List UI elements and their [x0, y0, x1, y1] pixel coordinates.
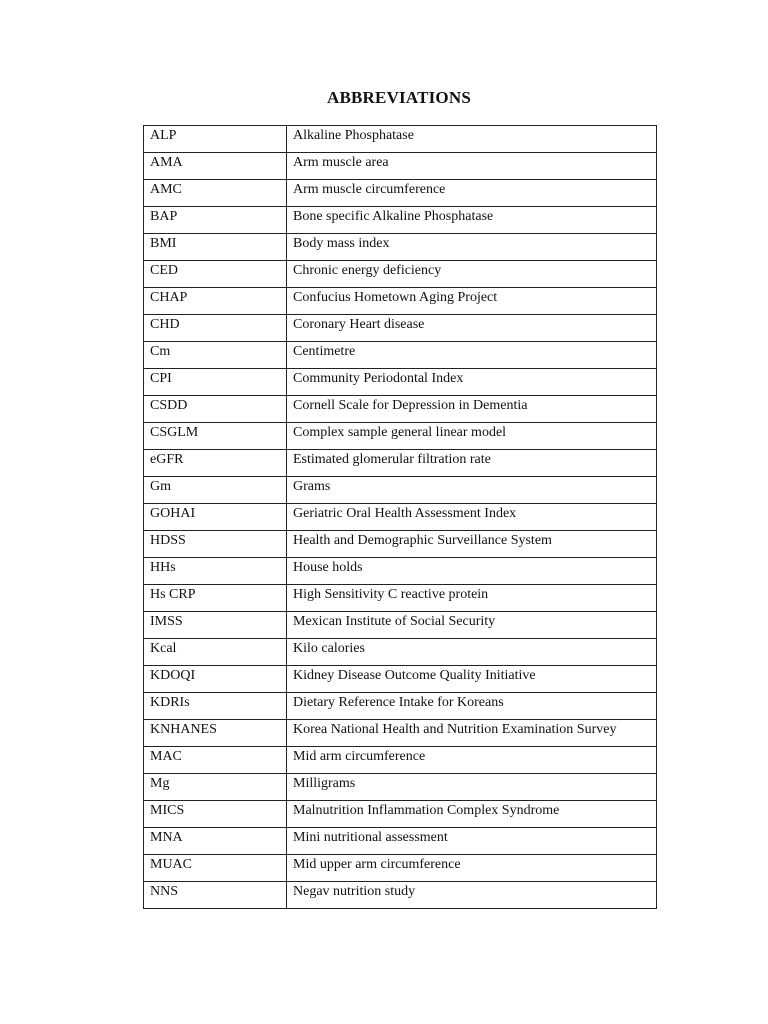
abbreviation-cell: ALP — [144, 126, 287, 153]
definition-cell: Arm muscle area — [287, 153, 657, 180]
table-row — [144, 693, 657, 720]
definition-cell: Coronary Heart disease — [287, 315, 657, 342]
abbreviation-cell: HDSS — [144, 531, 287, 558]
abbreviation-cell: KNHANES — [144, 720, 287, 747]
abbreviation-cell: MNA — [144, 828, 287, 855]
definition-cell: Alkaline Phosphatase — [287, 126, 657, 153]
table-row — [144, 261, 657, 288]
table-row — [144, 342, 657, 369]
table-row — [144, 720, 657, 747]
definition-cell: Health and Demographic Surveillance System — [287, 531, 657, 558]
abbreviation-cell: Gm — [144, 477, 287, 504]
table-row — [144, 882, 657, 909]
abbreviation-cell: Mg — [144, 774, 287, 801]
table-row — [144, 531, 657, 558]
abbreviation-cell: GOHAI — [144, 504, 287, 531]
abbreviation-cell: Kcal — [144, 639, 287, 666]
definition-cell: House holds — [287, 558, 657, 585]
table-row — [144, 423, 657, 450]
table-row — [144, 153, 657, 180]
table-row — [144, 396, 657, 423]
table-row — [144, 288, 657, 315]
definition-cell: Mid arm circumference — [287, 747, 657, 774]
definition-cell: Mid upper arm circumference — [287, 855, 657, 882]
table-row — [144, 747, 657, 774]
abbreviation-cell: CSGLM — [144, 423, 287, 450]
definition-cell: Cornell Scale for Depression in Dementia — [287, 396, 657, 423]
definition-cell: Malnutrition Inflammation Complex Syndrome — [287, 801, 657, 828]
table-row — [144, 666, 657, 693]
abbreviation-cell: AMC — [144, 180, 287, 207]
table-row — [144, 477, 657, 504]
page-title: ABBREVIATIONS — [327, 88, 471, 107]
abbreviation-cell: KDRIs — [144, 693, 287, 720]
abbreviation-cell: CED — [144, 261, 287, 288]
table-row — [144, 180, 657, 207]
abbreviation-cell: CHAP — [144, 288, 287, 315]
definition-cell: Grams — [287, 477, 657, 504]
definition-cell: Arm muscle circumference — [287, 180, 657, 207]
table-row — [144, 234, 657, 261]
definition-cell: Centimetre — [287, 342, 657, 369]
definition-cell: Community Periodontal Index — [287, 369, 657, 396]
definition-cell: Bone specific Alkaline Phosphatase — [287, 207, 657, 234]
abbreviation-cell: BMI — [144, 234, 287, 261]
abbreviation-cell: CSDD — [144, 396, 287, 423]
definition-cell: Negav nutrition study — [287, 882, 657, 909]
table-row — [144, 774, 657, 801]
abbreviation-cell: Hs CRP — [144, 585, 287, 612]
abbreviation-cell: MUAC — [144, 855, 287, 882]
abbreviation-cell: eGFR — [144, 450, 287, 477]
abbreviation-cell: BAP — [144, 207, 287, 234]
definition-cell: Dietary Reference Intake for Koreans — [287, 693, 657, 720]
abbreviation-cell: MICS — [144, 801, 287, 828]
table-row — [144, 801, 657, 828]
definition-cell: Milligrams — [287, 774, 657, 801]
table-row — [144, 639, 657, 666]
definition-cell: High Sensitivity C reactive protein — [287, 585, 657, 612]
table-row — [144, 315, 657, 342]
abbreviation-cell: NNS — [144, 882, 287, 909]
abbreviation-cell: MAC — [144, 747, 287, 774]
abbreviation-cell: HHs — [144, 558, 287, 585]
table-row — [144, 504, 657, 531]
table-row — [144, 585, 657, 612]
table-row — [144, 855, 657, 882]
definition-cell: Confucius Hometown Aging Project — [287, 288, 657, 315]
definition-cell: Complex sample general linear model — [287, 423, 657, 450]
abbreviations-table-body — [144, 126, 657, 909]
definition-cell: Geriatric Oral Health Assessment Index — [287, 504, 657, 531]
definition-cell: Kidney Disease Outcome Quality Initiative — [287, 666, 657, 693]
table-row — [144, 126, 657, 153]
table-row — [144, 450, 657, 477]
table-row — [144, 828, 657, 855]
definition-cell: Chronic energy deficiency — [287, 261, 657, 288]
abbreviation-cell: AMA — [144, 153, 287, 180]
abbreviations-table — [143, 125, 657, 909]
definition-cell: Estimated glomerular filtration rate — [287, 450, 657, 477]
definition-cell: Mexican Institute of Social Security — [287, 612, 657, 639]
abbreviation-cell: IMSS — [144, 612, 287, 639]
abbreviation-cell: KDOQI — [144, 666, 287, 693]
table-row — [144, 369, 657, 396]
table-row — [144, 207, 657, 234]
abbreviation-cell: Cm — [144, 342, 287, 369]
definition-cell: Korea National Health and Nutrition Examination Survey — [287, 720, 657, 747]
definition-cell: Mini nutritional assessment — [287, 828, 657, 855]
definition-cell: Kilo calories — [287, 639, 657, 666]
abbreviation-cell: CPI — [144, 369, 287, 396]
table-row — [144, 612, 657, 639]
definition-cell: Body mass index — [287, 234, 657, 261]
table-row — [144, 558, 657, 585]
abbreviation-cell: CHD — [144, 315, 287, 342]
